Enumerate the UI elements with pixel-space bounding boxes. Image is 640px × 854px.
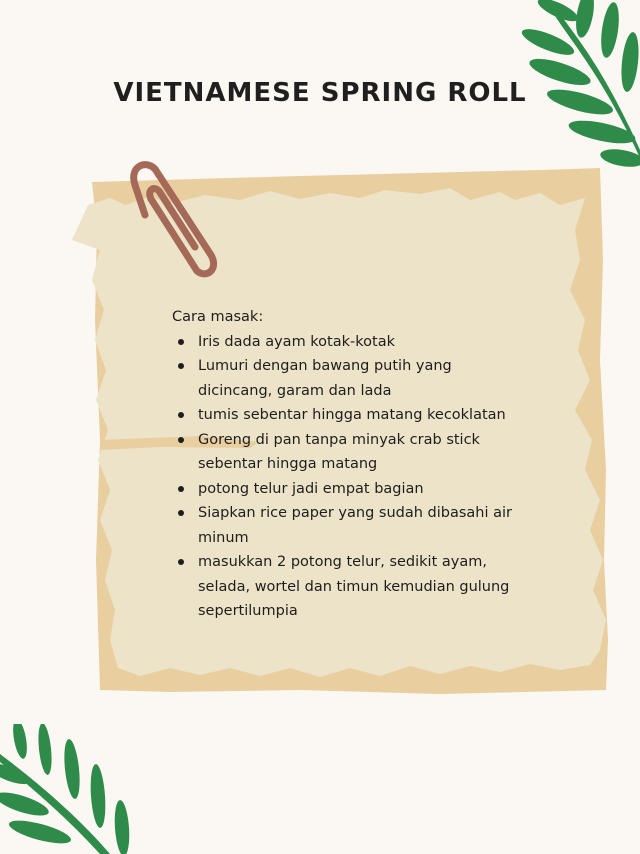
list-item: Lumuri dengan bawang putih yang dicincang, garam dan lada [198, 354, 517, 403]
list-item: Iris dada ayam kotak-kotak [198, 330, 517, 355]
list-item: tumis sebentar hingga matang kecoklatan [198, 403, 517, 428]
instructions-heading: Cara masak: [172, 309, 264, 325]
list-item: masukkan 2 potong telur, sedikit ayam, selada, wortel dan timun kemudian gulung sepertilumpia [198, 550, 517, 624]
palm-leaf-icon [0, 724, 140, 854]
list-item: potong telur jadi empat bagian [198, 477, 517, 502]
paperclip-icon [115, 155, 225, 285]
list-item: Siapkan rice paper yang sudah dibasahi air minum [198, 501, 517, 550]
cooking-instructions [172, 305, 517, 624]
page-title: VIETNAMESE SPRING ROLL [113, 78, 527, 108]
list-item: Goreng di pan tanpa minyak crab stick sebentar hingga matang [198, 428, 517, 477]
steps-list [172, 330, 517, 624]
